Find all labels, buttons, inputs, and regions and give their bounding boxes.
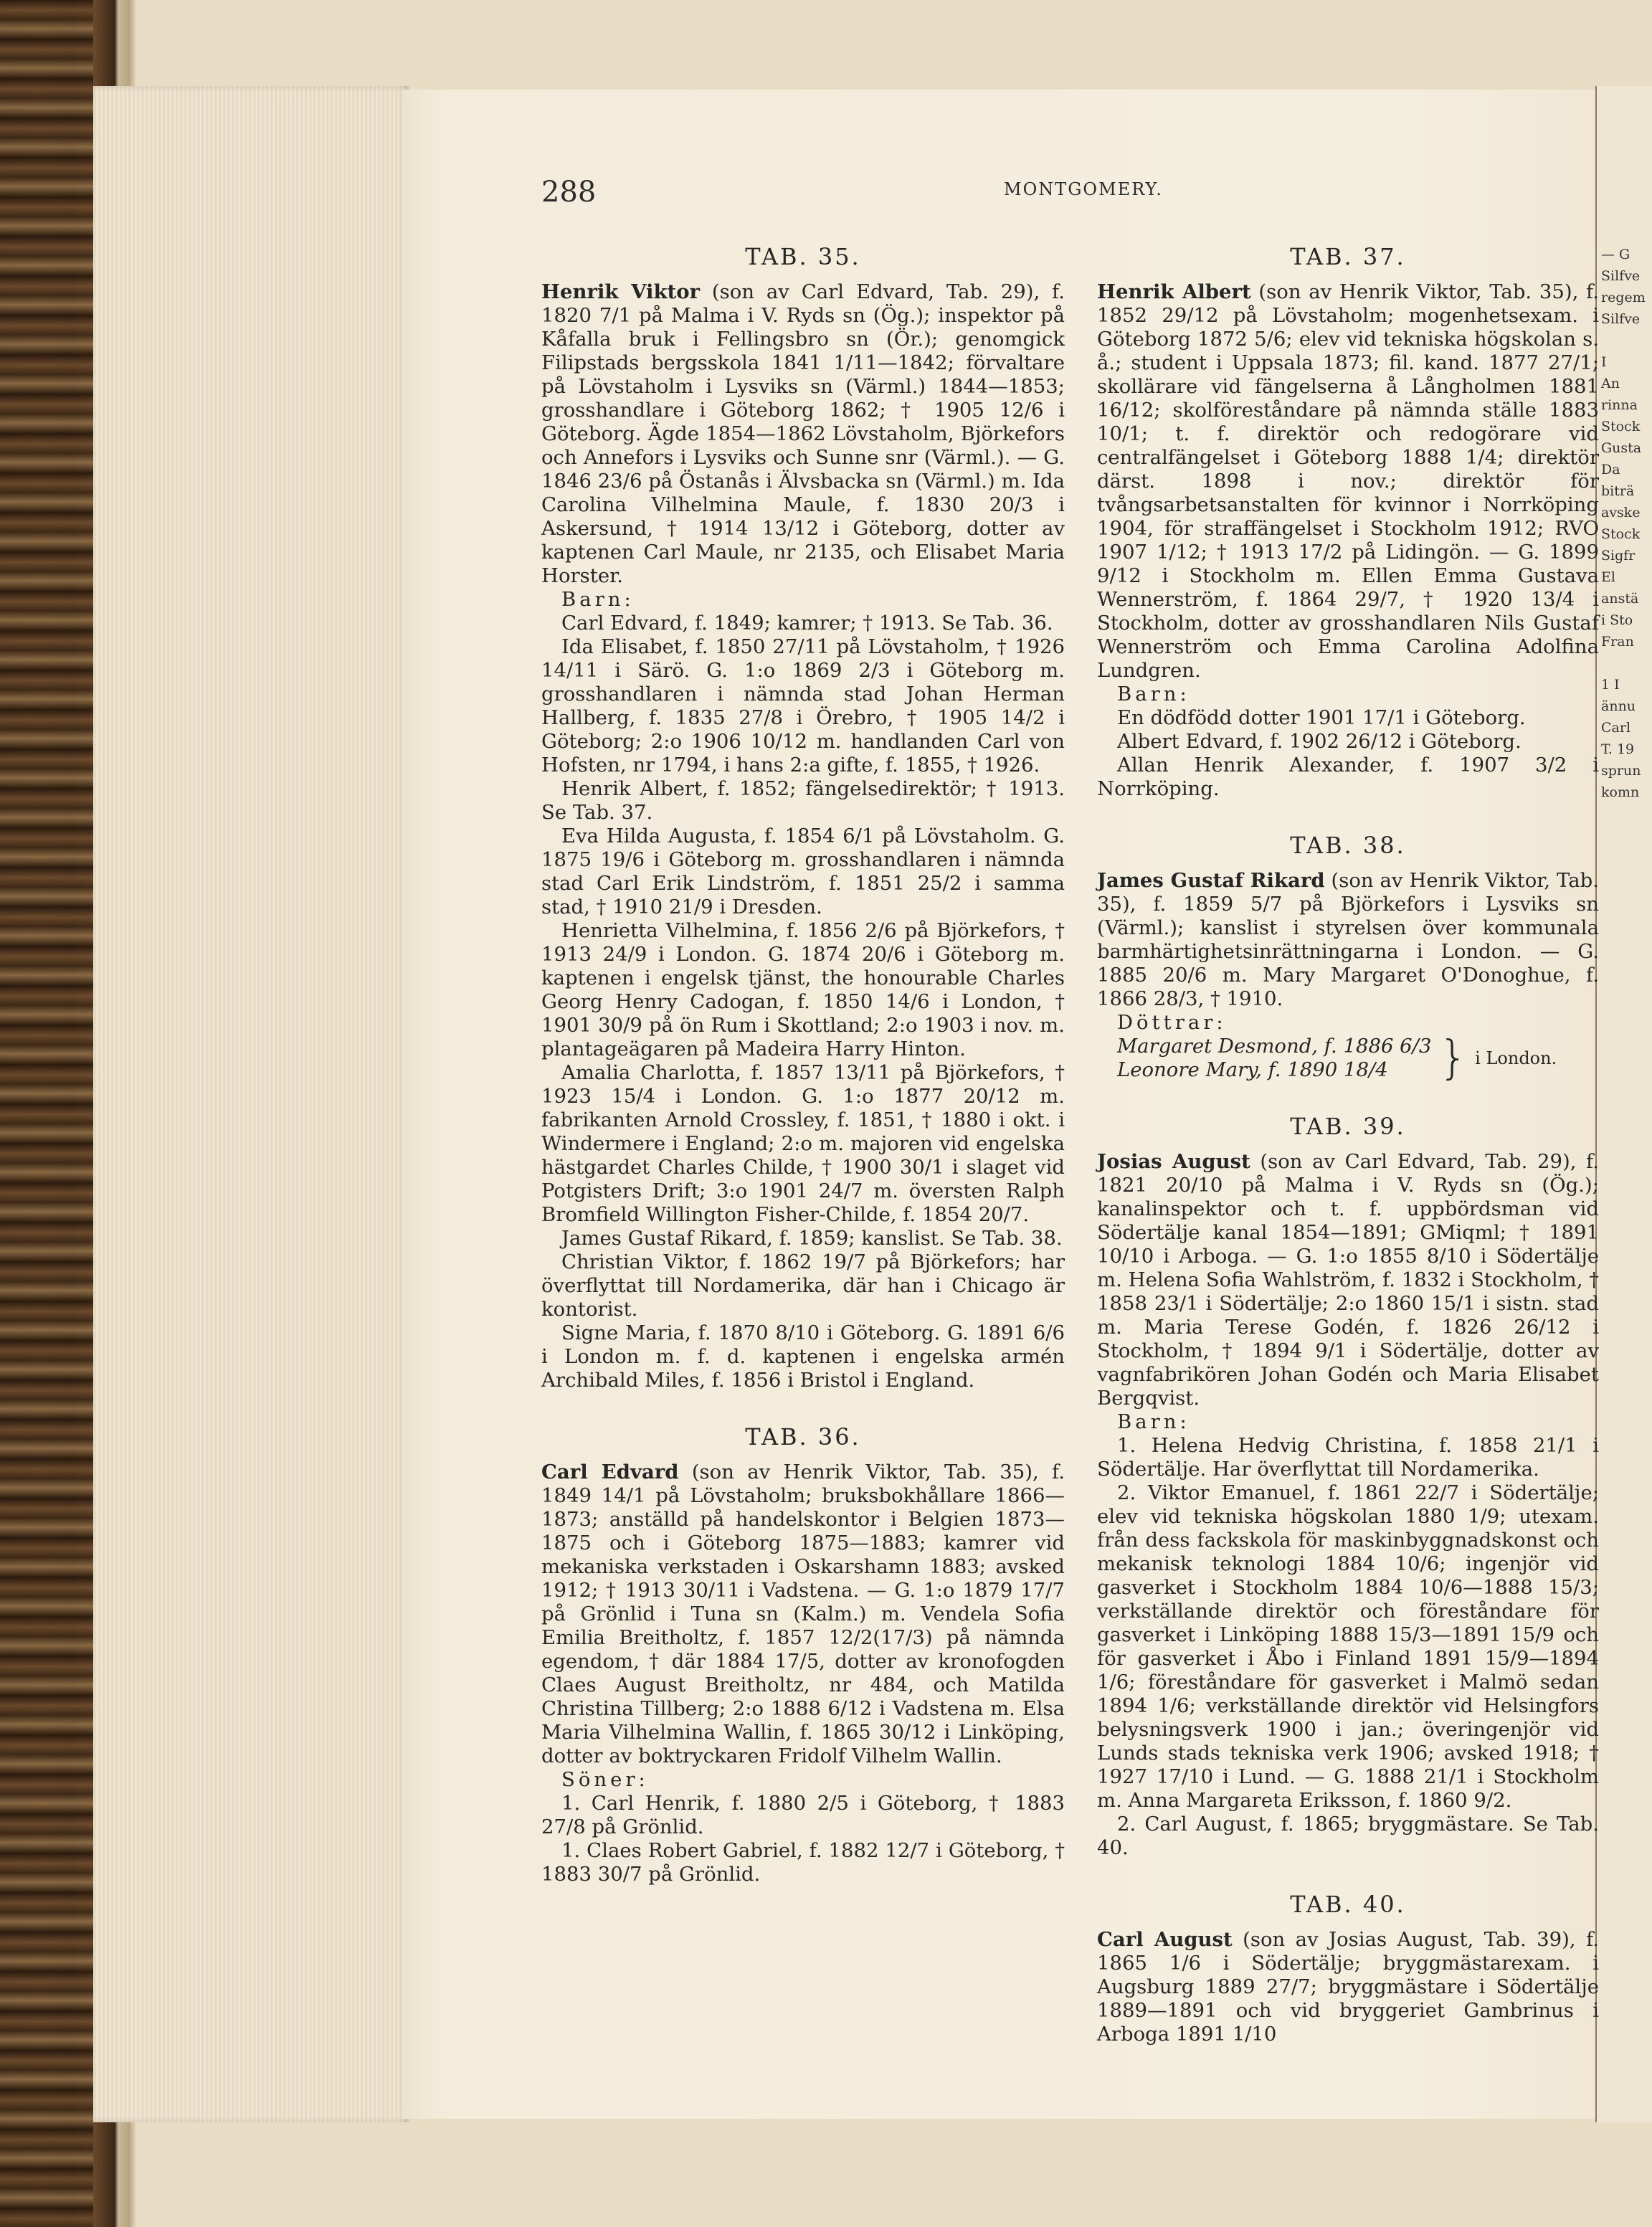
facing-page-text-fragment: Carl — [1601, 720, 1631, 736]
facing-page-text-fragment: Stock — [1601, 526, 1641, 542]
facing-page-text-fragment: ännu — [1601, 698, 1636, 714]
entry-text: (son av Henrik Viktor, Tab. 35), f. 1849 14/1 på Lövstaholm; bruksbokhållare 1866—1873; anställd på handelskontor i Belgien 1873—1875 och i Göteborg 1875—1883; kamrer vid mekaniska verkstaden i Oskarshamn 1883; avsked 1912; † 1913 30/11 i Vadstena. — G. 1:o 1879 17/7 på Grönlid i Tuna sn (Kalm.) m. Vendela Sofia Emilia Breitholtz, f. 1857 12/2(17/3) på nämnda egendom, † där 1884 17/5, dotter av kronofogden Claes August Breitholtz, nr 484, och Matilda Christina Tillberg; 2:o 1888 6/12 i Vadstena m. Elsa Maria Vilhelmina Wallin, f. 1865 30/12 i Linköping, dotter av boktryckaren Fridolf Vilhelm Wallin. — [541, 1461, 1065, 1767]
child-entry: 2. Viktor Emanuel, f. 1861 22/7 i Södertälje; elev vid tekniska högskolan 1880 1/9; utexam. från dess fackskola för maskinbyggnadskonst och mekanisk teknologi 1884 10/6; ingenjör vid gasverket i Stockholm 1884 10/6—1888 15/3; verkställande direktör och föreståndare för gasverket i Linköping 1888 15/3—1891 15/9 och för gasverket i Åbo i Finland 1891 15/9—1894 1/6; föreståndare för gasverket i Malmö sedan 1894 1/6; verkställande direktör vid Helsingfors belysningsverk 1900 i jan.; överingenjör vid Lunds stads tekniska verk 1906; avsked 1918; † 1927 17/10 i Lund. — G. 1888 21/1 i Stockholm m. Anna Margareta Eriksson, f. 1860 9/2. — [1097, 1481, 1599, 1812]
children-heading: Barn: — [1117, 683, 1190, 706]
facing-page-text-fragment: anstä — [1601, 591, 1639, 607]
table-heading: TAB. 36. — [745, 1423, 861, 1450]
person-name: Henrik Albert — [1097, 280, 1251, 303]
child-entry: Christian Viktor, f. 1862 19/7 på Björkefors; har överflyttat till Nordamerika, där han i Chicago är kontorist. — [541, 1250, 1065, 1321]
facing-page-text-fragment: Stock — [1601, 419, 1641, 435]
person-name: Carl Edvard — [541, 1461, 679, 1483]
entry-text: (son av Carl Edvard, Tab. 29), f. 1821 20/10 på Malma i V. Ryds sn (Ög.); kanalinspektor och t. f. uppbördsman vid Södertälje kanal 1854—1891; GMiqml; † 1891 10/10 i Arboga. — G. 1:o 1855 8/10 i Södertälje m. Helena Sofia Wahlström, f. 1832 i Stockholm, † 1858 23/1 i Södertälje; 2:o 1860 15/1 i sistn. stad m. Maria Terese Godén, f. 1826 26/12 i Stockholm, † 1894 9/1 i Södertälje, dotter av vagnfabrikören Johan Godén och Maria Elisabet Bergqvist. — [1097, 1150, 1599, 1410]
facing-page-text-fragment: Fran — [1601, 634, 1634, 650]
children-heading: Barn: — [1117, 1410, 1190, 1433]
facing-page-text-fragment: El — [1601, 569, 1615, 585]
child-entry: En dödfödd dotter 1901 17/1 i Göteborg. — [1117, 706, 1526, 729]
entry-text: (son av Henrik Viktor, Tab. 35), f. 1852 29/12 på Lövstaholm; mogenhetsexam. i Göteborg 1872 5/6; elev vid tekniska högskolan s. å.; student i Uppsala 1873; fil. kand. 1877 27/1; skollärare vid fängelserna å Långholmen 1881 16/12; skolföreståndare på nämnda ställe 1883 10/1; t. f. direktör och redogörare vid centralfängelset i Göteborg 1888 1/4; direktör därst. 1898 i nov.; direktör för tvångsarbetsanstalten för kvinnor i Norrköping 1904, för straffängelset i Stockholm 1912; RVO 1907 1/12; † 1913 17/2 på Lidingön. — G. 1899 9/12 i Stockholm m. Ellen Emma Gustava Wennerström, f. 1864 29/7, † 1920 13/4 i Stockholm, dotter av grosshandlaren Nils Gustaf Wennerström och Emma Carolina Adolfina Lundgren. — [1097, 280, 1599, 682]
right-column — [1097, 237, 1599, 2046]
table-heading: TAB. 38. — [1290, 832, 1406, 859]
table-heading: TAB. 37. — [1290, 243, 1406, 270]
child-entry: Ida Elisabet, f. 1850 27/11 på Lövstaholm, † 1926 14/11 i Särö. G. 1:o 1869 2/3 i Göteborg m. grosshandlaren i nämnda stad Johan Herman Hallberg, f. 1835 27/8 i Örebro, † 1905 14/2 i Göteborg; 2:o 1906 10/12 m. handlanden Carl von Hofsten, nr 1794, i hans 2:a gifte, f. 1855, † 1926. — [541, 635, 1065, 777]
facing-page-text-fragment: — G — [1601, 247, 1630, 262]
facing-page-text-fragment: avske — [1601, 505, 1641, 521]
facing-page-text-fragment: Sigfr — [1601, 548, 1636, 564]
person-name: Carl August — [1097, 1928, 1233, 1951]
facing-page-text-fragment: An — [1601, 376, 1620, 391]
running-head: MONTGOMERY. — [1004, 179, 1163, 199]
facing-page-fragment — [1595, 86, 1652, 2122]
facing-page-text-fragment — [1597, 330, 1652, 351]
facing-page-text-fragment: sprun — [1601, 763, 1641, 779]
person-name: James Gustaf Rikard — [1097, 869, 1325, 892]
entry-text: (son av Henrik Viktor, Tab. 35), f. 1859 5/7 på Björkefors i Lysviks sn (Värml.); kanslist i styrelsen över kommunala barmhärtighetsinrättningarna i London. — G. 1885 20/6 m. Mary Margaret O'Donoghue, f. 1866 28/3, † 1910. — [1097, 869, 1599, 1010]
genealogy-entry — [1097, 1928, 1599, 2046]
facing-page-text-fragment: 1 I — [1601, 677, 1620, 693]
facing-page-text-fragment: Silfve — [1601, 311, 1641, 327]
facing-page-text-fragment — [1597, 652, 1652, 674]
table-heading: TAB. 40. — [1290, 1891, 1406, 1918]
child-entry: Carl Edvard, f. 1849; kamrer; † 1913. Se Tab. 36. — [561, 612, 1053, 635]
child-entry: Eva Hilda Augusta, f. 1854 6/1 på Lövstaholm. G. 1875 19/6 i Göteborg m. grosshandlaren i nämnda stad Carl Erik Lindström, f. 1851 25/2 i samma stad, † 1910 21/9 i Dresden. — [541, 825, 1065, 918]
page-stack — [93, 86, 409, 2122]
child-line: Margaret Desmond, f. 1886 6/3 — [1117, 1035, 1432, 1058]
entry-text: (son av Carl Edvard, Tab. 29), f. 1820 7/1 på Malma i V. Ryds sn (Ög.); inspektor på Kåfalla bruk i Fellingsbro sn (Ör.); genomgick Filipstads bergsskola 1841 1/11—1842; förvaltare på Lövstaholm i Lysviks sn (Värml.) 1844—1853; grosshandlare i Göteborg 1862; † 1905 12/6 i Göteborg. Ägde 1854—1862 Lövstaholm, Björkefors och Annefors i Lysviks och Sunne snr (Värml.). — G. 1846 23/6 på Östanås i Älvsbacka sn (Värml.) m. Ida Carolina Vilhelmina Maule, f. 1830 20/3 i Askersund, † 1914 13/12 i Göteborg, dotter av kaptenen Carl Maule, nr 2135, och Elisabet Maria Horster. — [541, 280, 1065, 587]
child-line: Leonore Mary, f. 1890 18/4 — [1117, 1058, 1388, 1081]
brace-symbol: } — [1438, 1032, 1468, 1085]
child-entry: Amalia Charlotta, f. 1857 13/11 på Björkefors, † 1923 15/4 i London. G. 1:o 1877 20/12 m. fabrikanten Arnold Crossley, f. 1851, † 1880 i okt. i Windermere i England; 2:o m. majoren vid engelska hästgardet Charles Childe, † 1900 30/1 i slaget vid Potgisters Drift; 3:o 1901 24/7 m. översten Ralph Bromfield Willington Fisher-Childe, f. 1854 20/7. — [541, 1061, 1065, 1226]
facing-page-text-fragment: regem — [1601, 290, 1646, 305]
genealogy-entry — [1097, 869, 1599, 1011]
spacer — [1597, 86, 1652, 244]
children-heading: Söner: — [561, 1768, 649, 1791]
left-column — [541, 237, 1065, 1886]
facing-page-text-fragment: Da — [1601, 462, 1620, 478]
children-heading: Barn: — [561, 588, 635, 611]
facing-page-text-fragment: komn — [1601, 784, 1640, 800]
table-heading: TAB. 35. — [745, 243, 861, 270]
facing-page-text-fragment: T. 19 — [1601, 741, 1635, 757]
facing-page-text-fragment: rinna — [1601, 397, 1638, 413]
child-entry: Henrik Albert, f. 1852; fängelsedirektör; † 1913. Se Tab. 37. — [541, 777, 1065, 824]
child-entry: 1. Carl Henrik, f. 1880 2/5 i Göteborg, † 1883 27/8 på Grönlid. — [541, 1792, 1065, 1838]
shared-place: i London. — [1475, 1048, 1557, 1068]
genealogy-entry — [1097, 1150, 1599, 1410]
genealogy-entry — [541, 280, 1065, 588]
child-entry: James Gustaf Rikard, f. 1859; kanslist. Se Tab. 38. — [561, 1227, 1063, 1250]
child-entry: Allan Henrik Alexander, f. 1907 3/2 i Norrköping. — [1097, 754, 1599, 800]
facing-page-text-fragment: i Sto — [1601, 612, 1633, 628]
child-entry: Henrietta Vilhelmina, f. 1856 2/6 på Björkefors, † 1913 24/9 i London. G. 1874 20/6 i Göteborg m. kaptenen i engelsk tjänst, the honourable Charles Georg Henry Cadogan, f. 1850 14/6 i London, † 1901 30/9 på ön Rum i Skottland; 2:o 1903 i nov. m. plantageägaren på Madeira Harry Hinton. — [541, 919, 1065, 1060]
table-heading: TAB. 39. — [1290, 1113, 1406, 1140]
person-name: Henrik Viktor — [541, 280, 701, 303]
child-entry: 1. Helena Hedvig Christina, f. 1858 21/1 i Södertälje. Har överflyttat till Nordamerika. — [1097, 1434, 1599, 1481]
child-entry: 1. Claes Robert Gabriel, f. 1882 12/7 i Göteborg, † 1883 30/7 på Grönlid. — [541, 1839, 1065, 1886]
facing-page-text-fragment: Gusta — [1601, 440, 1642, 456]
entry-text: (son av Josias August, Tab. 39), f. 1865 1/6 i Södertälje; bryggmästarexam. i Augsburg 1889 27/7; bryggmästare i Södertälje 1889—1891 och vid bryggeriet Gambrinus i Arboga 1891 1/10 — [1097, 1928, 1600, 2046]
children-heading: Döttrar: — [1117, 1011, 1227, 1034]
facing-page-text-fragment: I — [1601, 354, 1607, 370]
bracketed-children — [1097, 1032, 1599, 1085]
bracketed-names — [1117, 1035, 1431, 1082]
book-cover-edge — [0, 0, 93, 2227]
genealogy-entry — [541, 1461, 1065, 1768]
person-name: Josias August — [1097, 1150, 1250, 1173]
genealogy-entry — [1097, 280, 1599, 683]
child-entry: Signe Maria, f. 1870 8/10 i Göteborg. G. 1891 6/6 i London m. f. d. kaptenen i engelska armén Archibald Miles, f. 1856 i Bristol i England. — [541, 1321, 1065, 1392]
child-entry: Albert Edvard, f. 1902 26/12 i Göteborg. — [1117, 730, 1522, 753]
child-entry: 2. Carl August, f. 1865; bryggmästare. Se Tab. 40. — [1097, 1813, 1599, 1859]
page-number: 288 — [541, 176, 597, 209]
facing-page-text-fragment: Silfve — [1601, 268, 1641, 284]
facing-page-text-fragment: biträ — [1601, 483, 1635, 499]
